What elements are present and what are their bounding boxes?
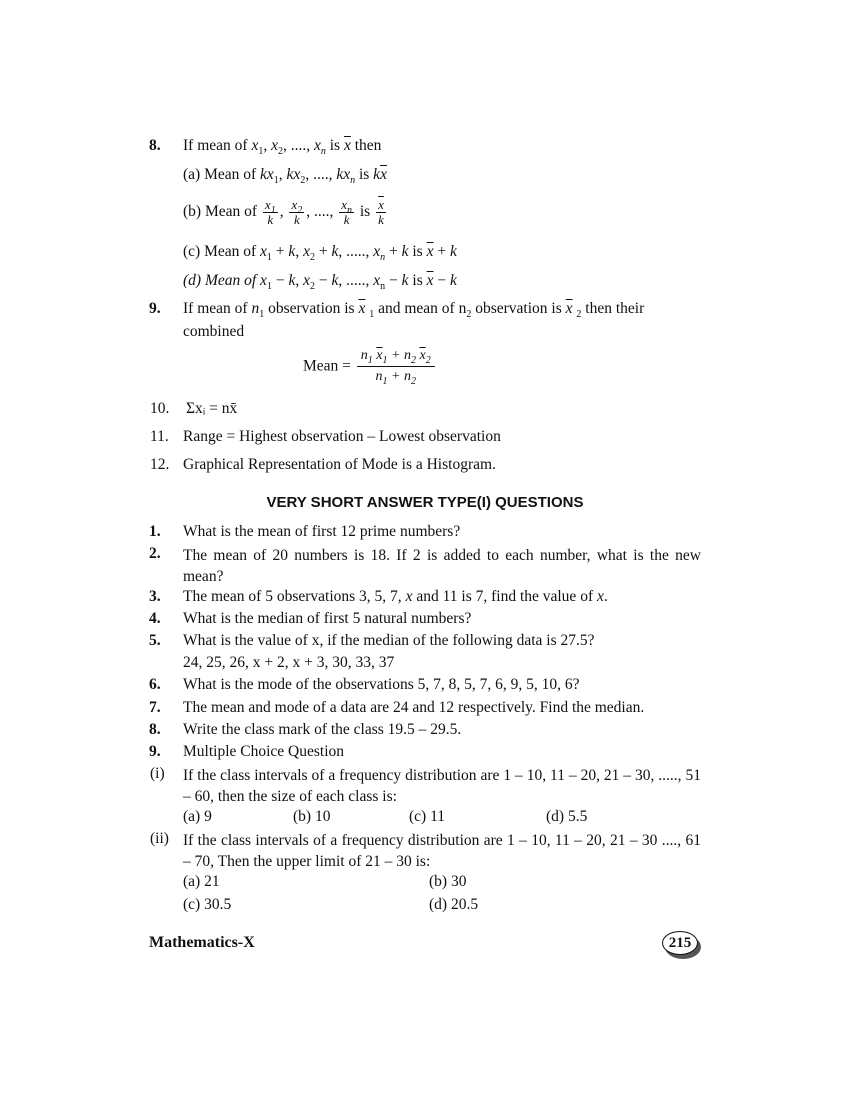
question-4-text: What is the median of first 5 natural numbers?: [183, 610, 472, 627]
mcq-ii-option-d: (d) 20.5: [429, 896, 479, 913]
property-11-text: Range = Highest observation – Lowest observation: [183, 428, 501, 445]
mcq-ii-number: (ii): [150, 830, 169, 847]
question-4-number: 4.: [149, 610, 161, 627]
property-10-text: Σxᵢ = nx̄: [186, 400, 238, 417]
question-9-text: Multiple Choice Question: [183, 743, 345, 760]
mcq-i-number: (i): [150, 765, 165, 782]
property-9-line2: combined: [183, 323, 245, 340]
section-heading: VERY SHORT ANSWER TYPE(I) QUESTIONS: [266, 494, 584, 511]
fraction-x2-over-k: $\frac{x_2}{k}$: [291, 197, 303, 227]
mcq-ii-text: If the class intervals of a frequency distribution are 1 – 10, 11 – 20, 21 – 30 ...., 61 – 70, Then the upper limit of 21 – 30 is:: [183, 832, 701, 870]
question-5-number: 5.: [149, 632, 161, 649]
property-10-number: 10.: [150, 400, 170, 417]
question-7-number: 7.: [149, 699, 161, 716]
question-1-text: What is the mean of first 12 prime numbers?: [183, 523, 461, 540]
property-8b: (b) Mean of $\frac{x_1}{k}$ , $\frac{x_2}{k}$ , ...., $\frac{x_n}{k}$ is $\frac{\overline{x}}{k}$: [183, 197, 384, 227]
question-3-number: 3.: [149, 588, 161, 605]
question-3-text: The mean of 5 observations 3, 5, 7, x and 11 is 7, find the value of x.: [183, 588, 608, 605]
fraction-xbar-over-k: $\frac{\overline{x}}{k}$: [378, 197, 384, 227]
mcq-i-text: If the class intervals of a frequency distribution are 1 – 10, 11 – 20, 21 – 30, ....., 51 – 60, then the size of each class is:: [183, 767, 701, 805]
property-8-number: 8.: [149, 137, 161, 154]
question-1-number: 1.: [149, 523, 161, 540]
mcq-ii-option-a: (a) 21: [183, 873, 220, 890]
question-8-number: 8.: [149, 721, 161, 738]
question-5-data: 24, 25, 26, x + 2, x + 3, 30, 33, 37: [183, 654, 395, 671]
property-8a: (a) Mean of $kx_1$, $kx_2$, ...., $kx_n$ is $k\overline{x}$: [183, 166, 387, 186]
property-8d: (d) Mean of $x_1 - k$, $x_2 - k$, ....., $x_n - k$ is $\overline{x} - k$: [183, 272, 457, 292]
question-7-text: The mean and mode of a data are 24 and 12 respectively. Find the median.: [183, 699, 645, 716]
property-9-line1: If mean of $n_1$ observation is $\overline{x}$ $_1$ and mean of $n_2$ observation is $\overline{x}$ $_2$ then their: [183, 300, 645, 320]
mcq-i-option-a: (a) 9: [183, 808, 212, 825]
property-12-number: 12.: [150, 456, 170, 473]
property-8-intro: If mean of $x_1$, $x_2$, ...., $x_n$ is $\overline{x}$ then: [183, 137, 382, 157]
mcq-i-option-c: (c) 11: [409, 808, 446, 825]
fraction-xn-over-k: $\frac{x_n}{k}$: [341, 197, 352, 227]
question-5-text: What is the value of x, if the median of the following data is 27.5?: [183, 632, 595, 649]
property-11-number: 11.: [150, 428, 169, 445]
mcq-i-option-b: (b) 10: [293, 808, 331, 825]
property-12-text: Graphical Representation of Mode is a Histogram.: [183, 456, 496, 473]
question-2-text: The mean of 20 numbers is 18. If 2 is added to each number, what is the new mean?: [183, 547, 701, 585]
question-2-number: 2.: [149, 545, 161, 562]
question-6-text: What is the mode of the observations 5, 7, 8, 5, 7, 6, 9, 5, 10, 6?: [183, 676, 580, 693]
page-number: 215: [662, 931, 698, 955]
question-8-text: Write the class mark of the class 19.5 – 29.5.: [183, 721, 462, 738]
combined-mean-formula: Mean = $\frac{n_1 \overline{x}_1 + n_2 \overline{x}_2}{n_1 + n_2}$: [303, 346, 437, 387]
page-number-badge: [662, 931, 698, 955]
mcq-i-option-d: (d) 5.5: [546, 808, 588, 825]
mcq-ii-option-c: (c) 30.5: [183, 896, 232, 913]
mcq-ii-option-b: (b) 30: [429, 873, 467, 890]
property-9-number: 9.: [149, 300, 161, 317]
property-8c: (c) Mean of $x_1 + k$, $x_2 + k$, ....., $x_n + k$ is $\overline{x} + k$: [183, 243, 457, 263]
question-6-number: 6.: [149, 676, 161, 693]
footer-book-title: Mathematics-X: [149, 934, 255, 951]
fraction-x1-over-k: $\frac{x_1}{k}$: [264, 197, 276, 227]
question-9-number: 9.: [149, 743, 161, 760]
